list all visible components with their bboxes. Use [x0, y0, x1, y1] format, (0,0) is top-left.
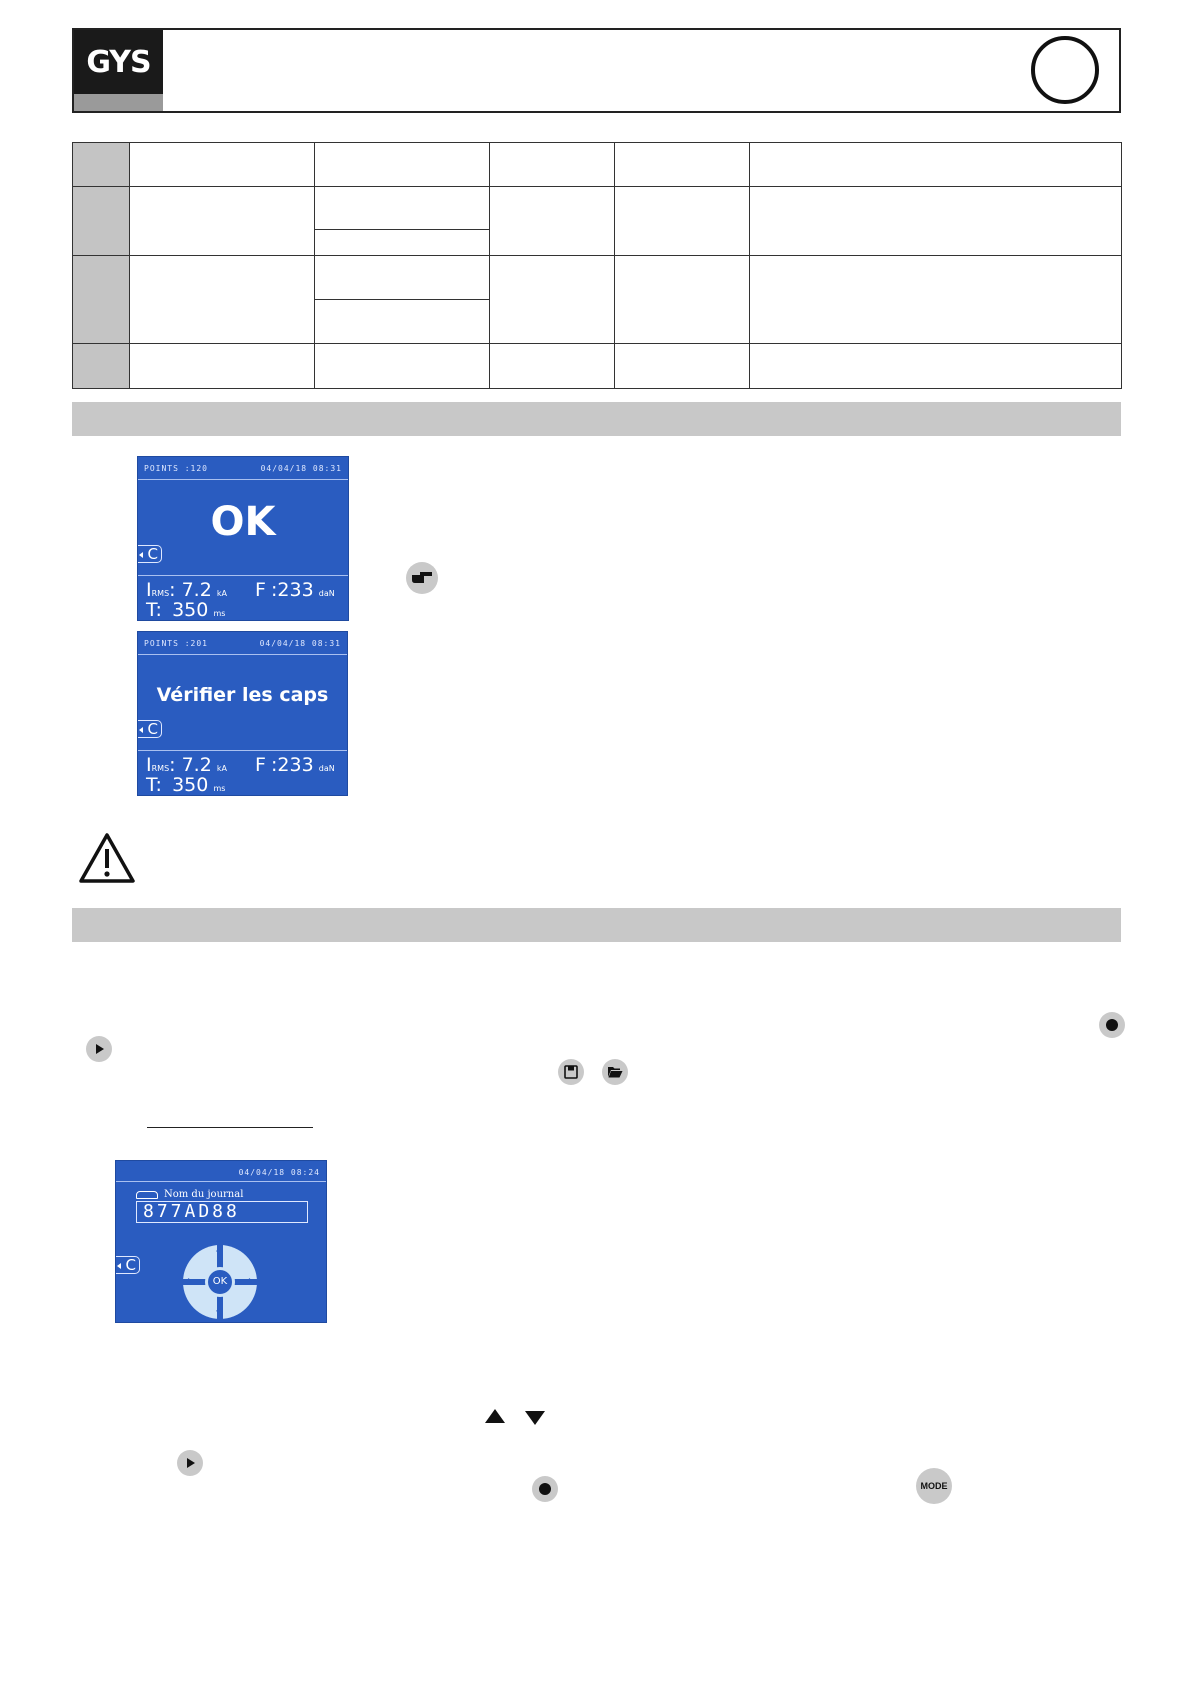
save-icon — [558, 1059, 584, 1085]
lcd-screen-ok — [137, 456, 349, 621]
section-header-bar — [72, 402, 1121, 436]
lcd-divider — [138, 575, 348, 576]
lcd-status-bar — [122, 1168, 320, 1180]
lcd-divider — [138, 479, 348, 480]
table-row — [73, 256, 1122, 300]
up-triangle-icon — [484, 1408, 506, 1424]
lcd-message: OK — [210, 499, 276, 545]
current-readout: IRMS: 7.2 kA — [146, 754, 228, 776]
record-icon — [1099, 1012, 1125, 1038]
lcd-status-bar — [144, 464, 342, 476]
back-icon: C — [138, 545, 162, 563]
play-icon — [86, 1036, 112, 1062]
journal-name-field: 877AD88 — [136, 1201, 308, 1223]
table-row — [73, 187, 1122, 230]
table-row — [73, 143, 1122, 187]
arrow-up-icon: ↑ — [214, 1247, 224, 1260]
lcd-divider — [138, 654, 347, 655]
logo-text: GYS — [86, 44, 151, 80]
mode-button-icon: MODE — [916, 1468, 952, 1504]
dpad-icon — [183, 1245, 257, 1319]
arrow-right-icon: → — [243, 1274, 253, 1287]
section-header-bar — [72, 908, 1121, 942]
spec-table — [72, 142, 1122, 389]
lcd-screen-journal — [115, 1160, 327, 1323]
lcd-status-bar — [144, 639, 341, 651]
back-icon: C — [116, 1256, 140, 1274]
open-folder-icon — [602, 1059, 628, 1085]
pointing-hand-icon — [406, 562, 438, 594]
play-icon — [177, 1450, 203, 1476]
lcd-datetime: 04/04/18 08:31 — [260, 464, 342, 473]
gys-logo — [74, 30, 163, 111]
language-circle-icon — [1031, 36, 1099, 104]
lcd-message: Vérifier les caps — [156, 684, 329, 706]
warning-icon — [78, 832, 136, 884]
time-readout: T: 350 ms — [146, 599, 226, 621]
table-row — [73, 344, 1122, 389]
lcd-divider — [138, 750, 347, 751]
subsection-underline — [147, 1127, 313, 1128]
force-readout: F :233 daN — [255, 754, 335, 776]
down-triangle-icon — [524, 1410, 546, 1426]
lcd-screen-check-caps — [137, 631, 348, 796]
arrow-down-icon: ↓ — [214, 1303, 224, 1316]
record-icon — [532, 1476, 558, 1502]
points-counter: POINTS :120 — [144, 464, 208, 473]
points-counter: POINTS :201 — [144, 639, 208, 648]
car-icon — [136, 1191, 158, 1199]
arrow-left-icon: ← — [186, 1274, 196, 1287]
force-readout: F :233 daN — [255, 579, 335, 601]
back-icon: C — [138, 720, 162, 738]
lcd-datetime: 04/04/18 08:31 — [259, 639, 341, 648]
journal-label: Nom du journal — [136, 1189, 243, 1200]
page-header — [72, 28, 1121, 113]
current-readout: IRMS: 7.2 kA — [146, 579, 228, 601]
time-readout: T: 350 ms — [146, 774, 226, 796]
lcd-divider — [116, 1181, 326, 1182]
lcd-datetime: 04/04/18 08:24 — [238, 1168, 320, 1177]
ok-button-icon: OK — [205, 1267, 235, 1297]
